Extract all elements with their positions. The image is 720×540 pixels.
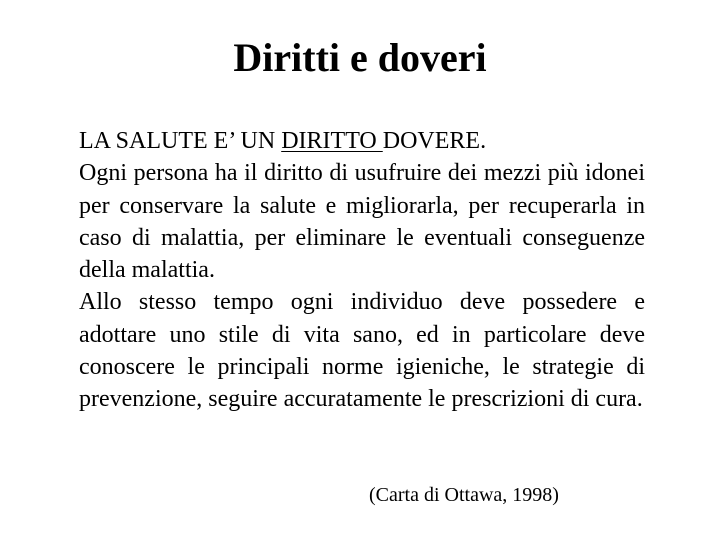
paragraph-duties: Allo stesso tempo ogni individuo deve possedere e adottare uno stile di vita sano, ed in particolare deve conoscere le principali norme igieniche, le strategie di prevenzione, seguire accuratamente le prescrizioni di cura. <box>79 289 645 413</box>
headline <box>79 125 645 157</box>
headline-text-start: LA SALUTE E’ UN <box>79 128 282 154</box>
slide-title: Diritti e doveri <box>233 35 487 80</box>
headline-text-end: DOVERE. <box>382 128 487 154</box>
slide-body <box>79 125 645 416</box>
citation: (Carta di Ottawa, 1998) <box>369 484 559 506</box>
headline-underlined-word: DIRITTO <box>281 128 383 154</box>
paragraph-rights: Ogni persona ha il diritto di usufruire dei mezzi più idonei per conservare la salute e migliorarla, per recuperarla in caso di malattia, per eliminare le eventuali conseguenze della malattia. <box>79 160 645 284</box>
